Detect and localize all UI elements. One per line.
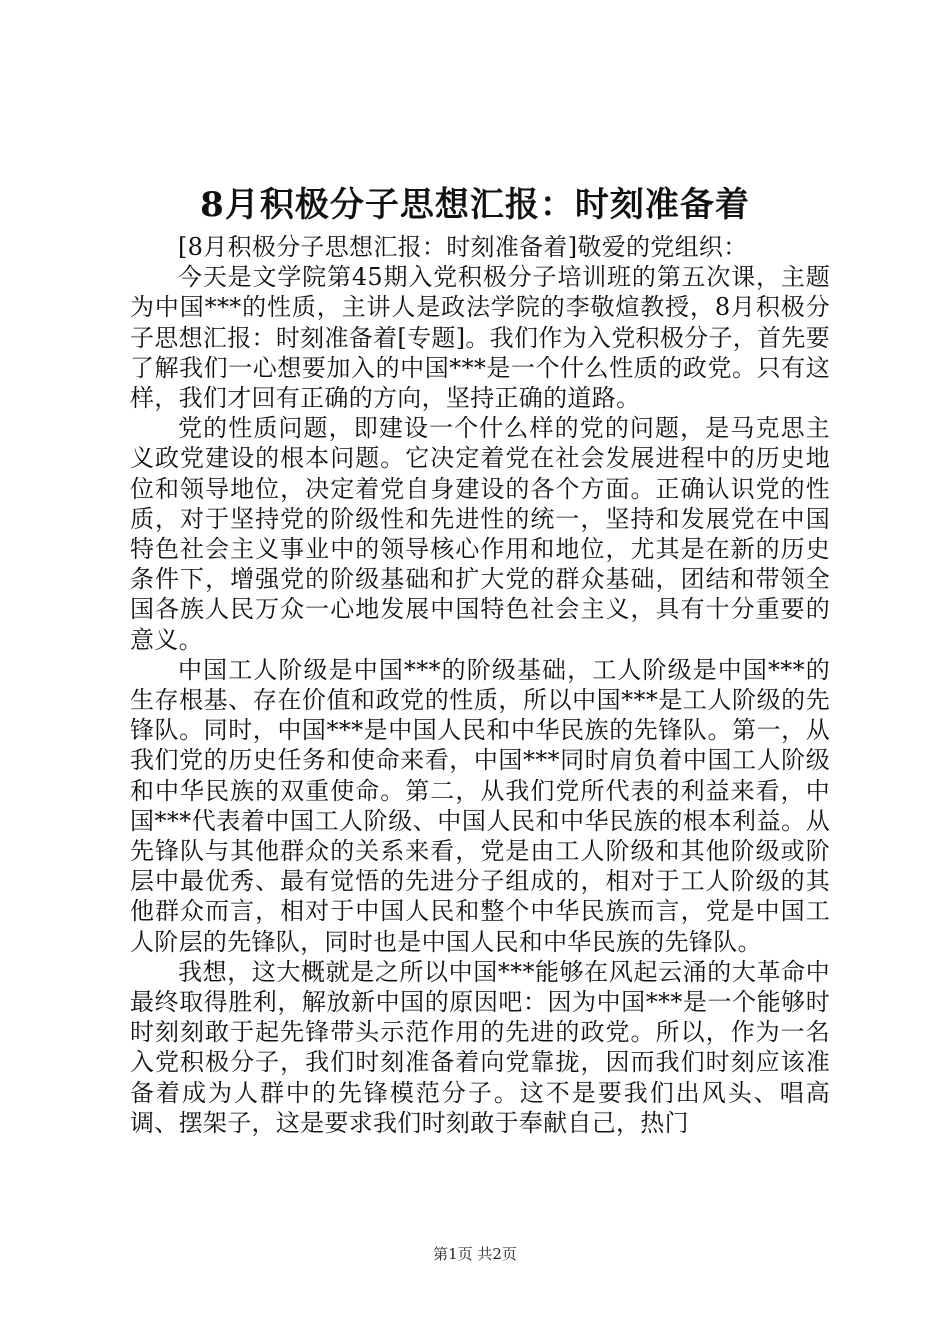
paragraph: 中国工人阶级是中国***的阶级基础，工人阶级是中国***的生存根基、存在价值和政党的性质，所以中国***是工人阶级的先锋队。同时，中国***是中国人民和中华民族的先锋队。第一，从我们党的历史任务和使命来看，中国***同时肩负着中国工人阶级和中华民族的双重使命。第二，从我们党所代表的利益来看，中国***代表着中国工人阶级、中国人民和中华民族的根本利益。从先锋队与其他群众的关系来看，党是由工人阶级和其他阶级或阶层中最优秀、最有觉悟的先进分子组成的，相对于工人阶级的其他群众而言，相对于中国人民和整个中华民族而言，党是中国工人阶层的先锋队，同时也是中国人民和中华民族的先锋队。 — [130, 655, 830, 956]
document-title: 8月积极分子思想汇报：时刻准备着 — [200, 185, 750, 225]
paragraph: 党的性质问题，即建设一个什么样的党的问题，是马克思主义政党建设的根本问题。它决定着党在社会发展进程中的历史地位和领导地位，决定着党自身建设的各个方面。正确认识党的性质，对于坚持党的阶级性和先进性的统一，坚持和发展党在中国特色社会主义事业中的领导核心作用和地位，尤其是在新的历史条件下，增强党的阶级基础和扩大党的群众基础，团结和带领全国各族人民万众一心地发展中国特色社会主义，具有十分重要的意义。 — [130, 414, 830, 654]
page-footer: 第1页 共2页 — [433, 1245, 517, 1263]
paragraph: 今天是文学院第45期入党积极分子培训班的第五次课，主题为中国***的性质，主讲人是政法学院的李敬煊教授，8月积极分子思想汇报：时刻准备着[专题]。我们作为入党积极分子，首先要了解我们一心想要加入的中国***是一个什么性质的政党。只有这样，我们才回有正确的方向，坚持正确的道路。 — [130, 263, 830, 413]
paragraph: 我想，这大概就是之所以中国***能够在风起云涌的大革命中最终取得胜利，解放新中国的原因吧：因为中国***是一个能够时时刻刻敢于起先锋带头示范作用的先进的政党。所以，作为一名入党积极分子，我们时刻准备着向党靠拢，因而我们时刻应该准备着成为人群中的先锋模范分子。这不是要我们出风头、唱高调、摆架子，这是要求我们时刻敢于奉献自己，热门 — [130, 957, 830, 1137]
paragraph: [8月积极分子思想汇报：时刻准备着]敬爱的党组织： — [178, 233, 748, 261]
document-body — [130, 232, 830, 1138]
